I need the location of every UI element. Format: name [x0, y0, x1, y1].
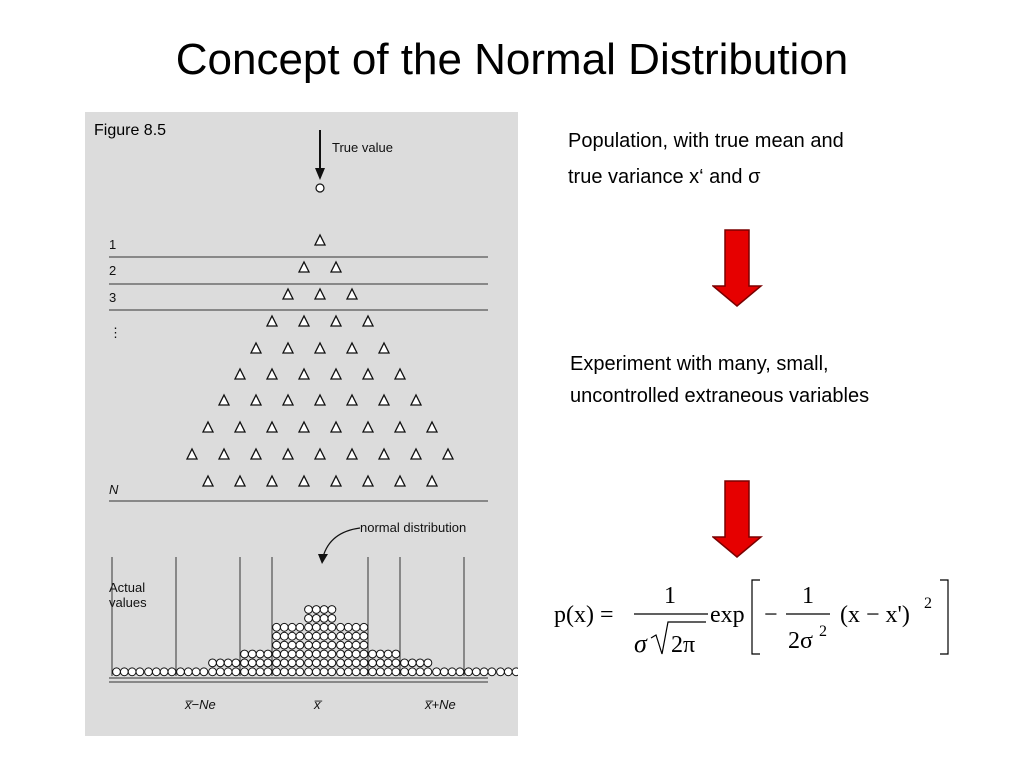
slide-title: Concept of the Normal Distribution: [175, 35, 849, 84]
measurement-triangle: [331, 316, 341, 326]
result-circle: [320, 650, 328, 658]
result-circle: [288, 650, 296, 658]
result-circle: [352, 632, 360, 640]
result-circle: [328, 632, 336, 640]
result-circle: [401, 668, 409, 676]
result-circle: [401, 659, 409, 667]
result-circle: [337, 641, 345, 649]
measurement-triangle: [363, 476, 373, 486]
result-circle: [344, 668, 352, 676]
result-circle: [384, 659, 392, 667]
result-circle: [145, 668, 153, 676]
result-circle: [344, 659, 352, 667]
normal-pdf-formula: [548, 572, 958, 662]
formula-exp: exp: [710, 602, 745, 628]
measurement-triangle: [267, 316, 277, 326]
result-circle: [337, 668, 345, 676]
measurement-triangle: [395, 422, 405, 432]
result-circle: [296, 659, 304, 667]
formula-term-exp: 2: [924, 595, 932, 612]
normal-distribution-arrowhead-icon: [318, 554, 328, 564]
result-circle: [337, 659, 345, 667]
result-circle: [305, 606, 313, 614]
result-circle: [312, 668, 320, 676]
result-circle: [433, 668, 441, 676]
result-circle: [273, 641, 281, 649]
measurement-triangle: [283, 449, 293, 459]
normal-distribution-figure: [85, 112, 518, 736]
result-circle: [264, 650, 272, 658]
measurement-triangle: [235, 422, 245, 432]
result-circle: [273, 650, 281, 658]
x-label-lower: x̅−Ne: [185, 697, 216, 712]
result-circle: [232, 659, 240, 667]
result-circle: [280, 650, 288, 658]
formula-root-arg: 2π: [671, 632, 696, 658]
result-circle: [177, 668, 185, 676]
result-circle: [312, 623, 320, 631]
down-arrow-icon: [712, 480, 764, 560]
result-circle: [384, 668, 392, 676]
result-circle: [192, 668, 200, 676]
measurement-triangle: [443, 449, 453, 459]
result-circle: [352, 650, 360, 658]
measurement-triangle: [315, 343, 325, 353]
measurement-triangle: [411, 395, 421, 405]
result-circle: [248, 650, 256, 658]
result-circle: [328, 650, 336, 658]
result-circle: [424, 659, 432, 667]
result-circle: [241, 668, 249, 676]
result-circle: [456, 668, 464, 676]
result-circle: [320, 668, 328, 676]
figure-caption: Figure 8.5: [94, 122, 167, 139]
measurement-triangle: [299, 369, 309, 379]
measurement-triangle: [283, 395, 293, 405]
result-circle: [296, 650, 304, 658]
x-label-mean: x̅: [314, 697, 321, 712]
result-circle: [344, 641, 352, 649]
normal-distribution-pointer: [323, 528, 360, 557]
formula-inner-numerator: 1: [802, 583, 814, 609]
measurement-triangle: [379, 449, 389, 459]
result-circle: [312, 615, 320, 623]
result-circle: [320, 615, 328, 623]
normal-distribution-label: normal distribution: [360, 520, 467, 535]
result-circle: [465, 668, 473, 676]
result-circle: [384, 650, 392, 658]
result-circle: [497, 668, 505, 676]
formula-inner-exp: 2: [819, 623, 827, 640]
result-circle: [424, 668, 432, 676]
result-circle: [352, 623, 360, 631]
result-circle: [305, 650, 313, 658]
result-circle: [120, 668, 128, 676]
result-circle: [392, 650, 400, 658]
measurement-triangle: [219, 395, 229, 405]
measurement-triangle: [331, 422, 341, 432]
result-circle: [248, 668, 256, 676]
measurement-triangle: [299, 262, 309, 272]
result-circle: [305, 659, 313, 667]
result-circle: [352, 659, 360, 667]
measurement-triangle: [299, 316, 309, 326]
result-circle: [344, 632, 352, 640]
result-circle: [296, 641, 304, 649]
measurement-triangle: [363, 316, 373, 326]
measurement-triangle: [379, 395, 389, 405]
actual-values-label: Actual: [109, 580, 146, 595]
result-circle: [369, 668, 377, 676]
measurement-triangle: [299, 422, 309, 432]
result-circle: [312, 632, 320, 640]
experiment-line-2: uncontrolled extraneous variables: [570, 385, 870, 407]
result-circle: [305, 668, 313, 676]
measurement-triangle: [251, 343, 261, 353]
result-circle: [273, 623, 281, 631]
result-circle: [280, 641, 288, 649]
result-circle: [352, 641, 360, 649]
result-circle: [209, 668, 217, 676]
formula-sigma: σ: [634, 629, 647, 658]
result-circle: [448, 668, 456, 676]
result-circle: [328, 623, 336, 631]
result-circle: [512, 668, 518, 676]
result-circle: [352, 668, 360, 676]
result-circle: [288, 623, 296, 631]
formula-lhs: p(x) =: [554, 602, 614, 628]
true-value-arrowhead-icon: [315, 168, 325, 180]
result-circle: [209, 659, 217, 667]
measurement-triangle: [331, 262, 341, 272]
result-circle: [392, 659, 400, 667]
result-circle: [305, 623, 313, 631]
result-circle: [113, 668, 121, 676]
true-value-label: True value: [332, 140, 393, 155]
result-circle: [305, 632, 313, 640]
result-circle: [376, 668, 384, 676]
measurement-triangle: [315, 289, 325, 299]
formula-inner-denominator: 2σ: [788, 628, 813, 654]
result-circle: [312, 641, 320, 649]
measurement-triangle: [235, 369, 245, 379]
result-circle: [296, 623, 304, 631]
measurement-triangle: [203, 476, 213, 486]
result-circle: [273, 632, 281, 640]
result-circle: [305, 641, 313, 649]
result-circle: [224, 668, 232, 676]
result-circle: [312, 650, 320, 658]
measurement-triangle: [283, 289, 293, 299]
result-circle: [360, 623, 368, 631]
measurement-triangle: [363, 369, 373, 379]
result-circle: [280, 668, 288, 676]
result-circle: [241, 659, 249, 667]
measurement-triangle: [315, 235, 325, 245]
result-circle: [280, 632, 288, 640]
row-label: ⋮: [109, 325, 122, 340]
result-circle: [216, 659, 224, 667]
result-circle: [328, 641, 336, 649]
result-circle: [280, 623, 288, 631]
result-circle: [216, 668, 224, 676]
experiment-line-1: Experiment with many, small,: [570, 353, 829, 375]
measurement-triangle: [427, 476, 437, 486]
result-circle: [241, 650, 249, 658]
measurement-triangle: [347, 289, 357, 299]
result-circle: [360, 668, 368, 676]
down-arrow-icon: [712, 229, 764, 309]
measurement-triangle: [251, 449, 261, 459]
actual-values-label: values: [109, 595, 147, 610]
result-circle: [280, 659, 288, 667]
result-circle: [328, 659, 336, 667]
measurement-triangle: [347, 343, 357, 353]
result-circle: [256, 650, 264, 658]
result-circle: [408, 668, 416, 676]
result-circle: [152, 668, 160, 676]
result-circle: [288, 659, 296, 667]
result-circle: [416, 668, 424, 676]
result-circle: [248, 659, 256, 667]
measurement-triangle: [363, 422, 373, 432]
measurement-triangle: [379, 343, 389, 353]
result-circle: [256, 659, 264, 667]
measurement-triangle: [219, 449, 229, 459]
result-circle: [320, 632, 328, 640]
result-circle: [128, 668, 136, 676]
row-label: N: [109, 482, 119, 497]
result-circle: [273, 659, 281, 667]
result-circle: [320, 623, 328, 631]
result-circle: [328, 615, 336, 623]
result-circle: [296, 668, 304, 676]
result-circle: [344, 623, 352, 631]
result-circle: [369, 650, 377, 658]
measurement-triangle: [235, 476, 245, 486]
measurement-triangle: [251, 395, 261, 405]
result-circle: [488, 668, 496, 676]
formula-term: (x − x'): [840, 602, 910, 628]
result-circle: [296, 632, 304, 640]
measurement-triangle: [395, 369, 405, 379]
measurement-triangle: [283, 343, 293, 353]
measurement-triangle: [267, 369, 277, 379]
result-circle: [504, 668, 512, 676]
result-circle: [312, 606, 320, 614]
result-circle: [337, 623, 345, 631]
x-label-upper: x̅+Ne: [425, 697, 456, 712]
result-circle: [408, 659, 416, 667]
measurement-triangle: [315, 449, 325, 459]
result-circle: [320, 606, 328, 614]
measurement-triangle: [427, 422, 437, 432]
result-circle: [200, 668, 208, 676]
result-circle: [305, 615, 313, 623]
result-circle: [328, 668, 336, 676]
result-circle: [376, 659, 384, 667]
result-circle: [184, 668, 192, 676]
measurement-triangle: [347, 449, 357, 459]
measurement-triangle: [299, 476, 309, 486]
result-circle: [136, 668, 144, 676]
result-circle: [369, 659, 377, 667]
result-circle: [256, 668, 264, 676]
result-circle: [320, 641, 328, 649]
result-circle: [224, 659, 232, 667]
measurement-triangle: [347, 395, 357, 405]
result-circle: [264, 659, 272, 667]
result-circle: [440, 668, 448, 676]
result-circle: [376, 650, 384, 658]
result-circle: [337, 632, 345, 640]
result-circle: [328, 606, 336, 614]
measurement-triangle: [331, 476, 341, 486]
result-circle: [392, 668, 400, 676]
result-circle: [360, 650, 368, 658]
row-label: 3: [109, 290, 117, 305]
result-circle: [472, 668, 480, 676]
result-circle: [480, 668, 488, 676]
measurement-triangle: [187, 449, 197, 459]
formula-minus: −: [764, 602, 778, 628]
measurement-triangle: [267, 476, 277, 486]
population-line-1: Population, with true mean and: [568, 130, 844, 152]
measurement-triangle: [315, 395, 325, 405]
population-line-2: true variance x‘ and σ: [568, 166, 761, 188]
result-circle: [273, 668, 281, 676]
measurement-triangle: [411, 449, 421, 459]
true-value-circle: [316, 184, 324, 192]
result-circle: [264, 668, 272, 676]
measurement-triangle: [267, 422, 277, 432]
result-circle: [168, 668, 176, 676]
result-circle: [288, 668, 296, 676]
result-circle: [232, 668, 240, 676]
result-circle: [416, 659, 424, 667]
result-circle: [337, 650, 345, 658]
result-circle: [320, 659, 328, 667]
row-label: 2: [109, 263, 117, 278]
result-circle: [360, 641, 368, 649]
measurement-triangle: [203, 422, 213, 432]
result-circle: [288, 632, 296, 640]
measurement-triangle: [395, 476, 405, 486]
row-label: 1: [109, 237, 117, 252]
figure-8-5: [85, 112, 518, 736]
result-circle: [344, 650, 352, 658]
result-circle: [360, 659, 368, 667]
result-circle: [160, 668, 168, 676]
result-circle: [360, 632, 368, 640]
result-circle: [288, 641, 296, 649]
formula-numerator: 1: [664, 583, 676, 609]
measurement-triangle: [331, 369, 341, 379]
result-circle: [312, 659, 320, 667]
